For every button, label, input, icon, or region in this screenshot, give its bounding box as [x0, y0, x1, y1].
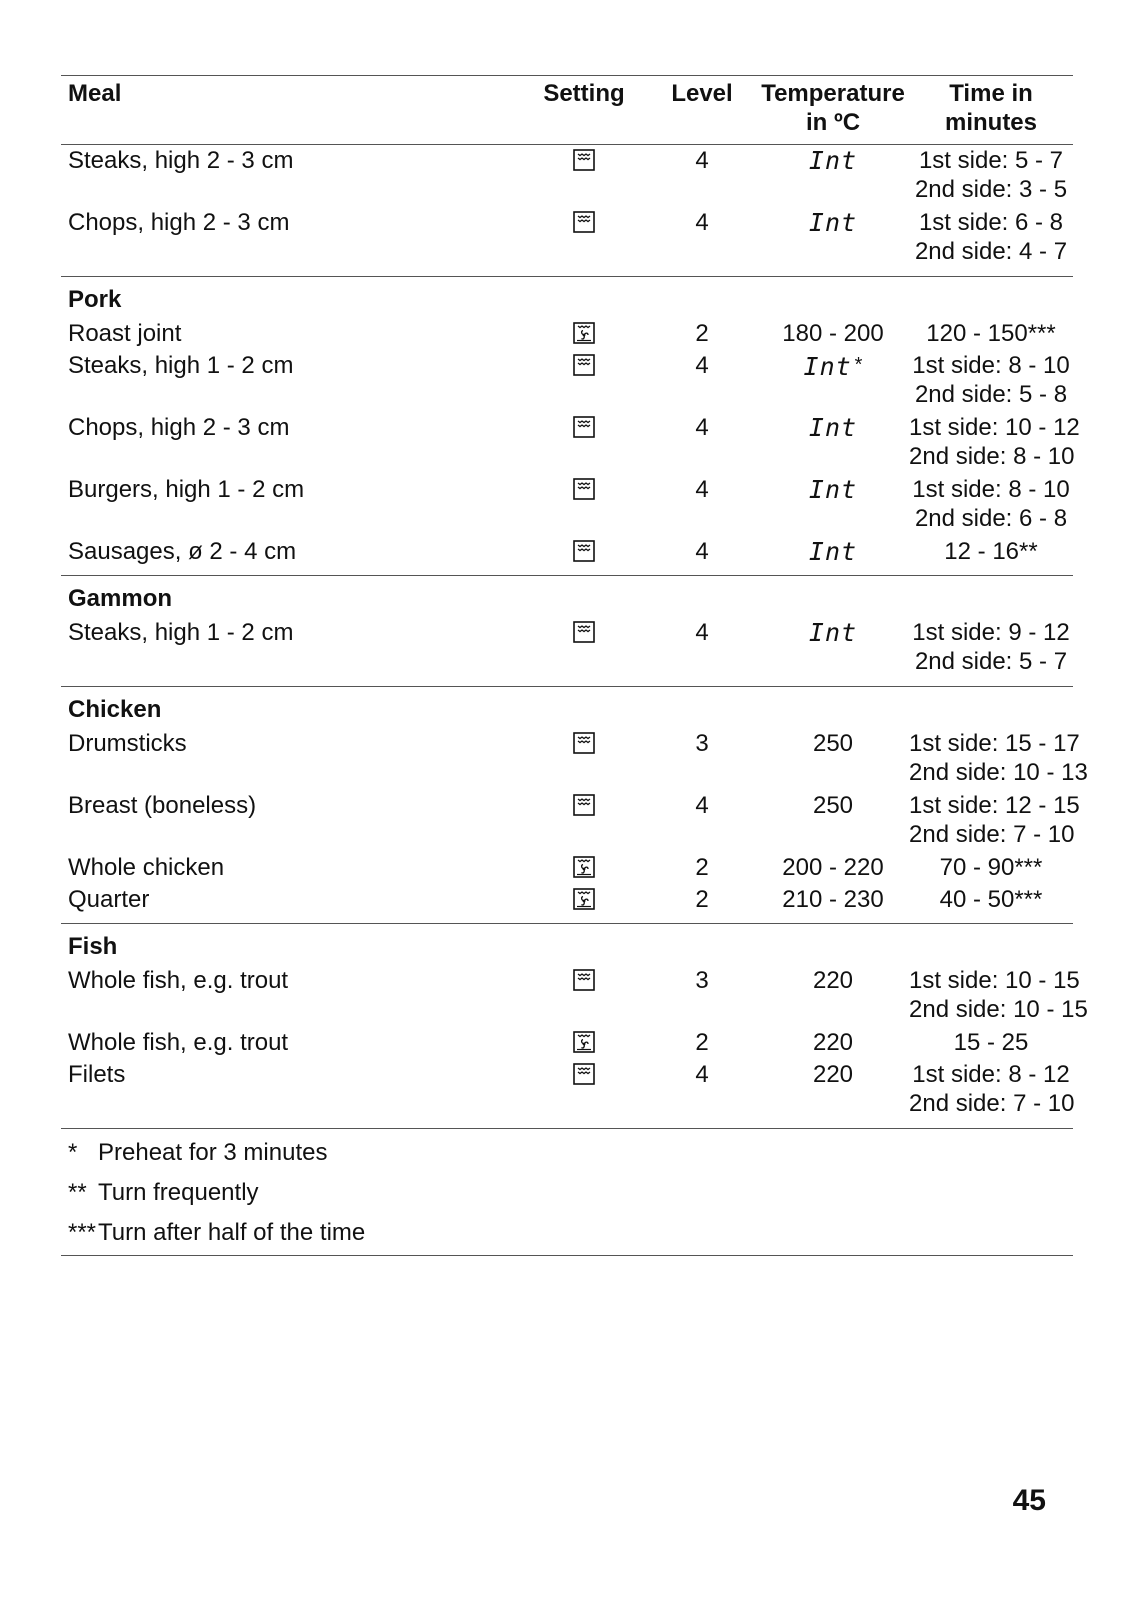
temperature-value: 220	[812, 967, 854, 994]
time-cell	[909, 729, 1088, 791]
temperature-cell	[757, 1028, 909, 1060]
time-line: 2nd side: 7 - 10	[909, 1090, 1075, 1117]
fan-grill-icon	[573, 320, 595, 347]
footnote-mark: **	[68, 1179, 87, 1206]
time-cell	[909, 885, 1073, 917]
footnote-mark: *	[68, 1139, 78, 1166]
setting-cell	[521, 351, 647, 413]
meal-cell: Drumsticks	[68, 730, 187, 757]
meal-cell: Whole chicken	[68, 854, 225, 881]
fan-grill-icon	[573, 854, 595, 881]
cooking-table	[61, 75, 1088, 1256]
temperature-cell	[757, 853, 909, 885]
time-cell	[909, 146, 1073, 208]
time-cell	[909, 1028, 1073, 1060]
temperature-cell	[757, 319, 909, 351]
level-cell: 4	[695, 619, 709, 646]
level-cell: 4	[695, 1061, 709, 1088]
time-line: 70 - 90***	[939, 854, 1043, 881]
setting-cell	[521, 146, 647, 208]
footnote	[68, 1173, 1073, 1213]
meal-cell: Burgers, high 1 - 2 cm	[68, 476, 305, 503]
time-cell	[909, 319, 1073, 351]
header-temperature-line1: Temperature	[761, 80, 905, 107]
table-section	[61, 687, 1088, 924]
time-cell	[909, 791, 1080, 853]
level-cell: 4	[695, 476, 709, 503]
footnote-text: Preheat for 3 minutes	[98, 1139, 328, 1166]
table-row	[61, 618, 1073, 680]
time-cell	[909, 1060, 1073, 1122]
section-title: Pork	[68, 286, 122, 313]
time-line: 2nd side: 5 - 8	[914, 381, 1068, 408]
footnote-text: Turn frequently	[98, 1179, 259, 1206]
level-cell: 4	[695, 792, 709, 819]
level-cell: 4	[695, 209, 709, 236]
temperature-cell	[757, 208, 909, 270]
temperature-value: 180 - 200	[782, 320, 884, 347]
temperature-cell	[757, 966, 909, 1028]
temperature-cell	[757, 1060, 909, 1122]
table-section	[61, 277, 1080, 576]
time-cell	[909, 351, 1073, 413]
int-display-glyph: Int	[808, 208, 858, 237]
grill-icon	[573, 967, 595, 994]
time-cell	[909, 537, 1073, 569]
setting-cell	[521, 1060, 647, 1122]
int-display-glyph: Int	[808, 146, 858, 175]
time-cell	[909, 853, 1073, 885]
setting-cell	[521, 413, 647, 475]
level-cell: 4	[695, 538, 709, 565]
level-cell: 2	[695, 886, 709, 913]
level-cell: 2	[695, 1029, 709, 1056]
level-cell: 4	[695, 352, 709, 379]
table-section	[61, 145, 1073, 277]
setting-cell	[521, 791, 647, 853]
section-title: Chicken	[68, 696, 162, 723]
footnote	[68, 1213, 1073, 1253]
grill-icon	[573, 792, 595, 819]
temperature-value: 250	[812, 792, 854, 819]
time-line: 2nd side: 3 - 5	[914, 176, 1068, 203]
grill-icon	[573, 476, 595, 503]
meal-cell: Steaks, high 1 - 2 cm	[68, 619, 294, 646]
grill-icon	[573, 538, 595, 565]
time-line: 1st side: 5 - 7	[918, 147, 1064, 174]
footnote	[68, 1133, 1073, 1173]
header-temperature	[757, 76, 909, 144]
level-cell: 3	[695, 730, 709, 757]
grill-icon	[573, 414, 595, 441]
time-line: 120 - 150***	[926, 320, 1056, 347]
meal-cell: Quarter	[68, 886, 150, 913]
header-level: Level	[671, 80, 733, 107]
level-cell: 2	[695, 854, 709, 881]
time-cell	[909, 208, 1073, 270]
meal-cell: Roast joint	[68, 320, 182, 347]
int-display-glyph: Int	[808, 537, 858, 566]
page-number: 45	[1012, 1484, 1046, 1517]
temperature-value: 210 - 230	[782, 886, 884, 913]
fan-grill-icon	[573, 886, 595, 913]
int-display-glyph: Int	[808, 475, 858, 504]
setting-cell	[521, 208, 647, 270]
time-line: 1st side: 8 - 10	[912, 476, 1070, 503]
meal-cell: Chops, high 2 - 3 cm	[68, 414, 290, 441]
table-row	[61, 537, 1073, 569]
int-display-glyph: Int	[808, 413, 858, 442]
time-line: 2nd side: 8 - 10	[909, 443, 1075, 470]
time-line: 15 - 25	[953, 1029, 1029, 1056]
temperature-value: 200 - 220	[782, 854, 884, 881]
meal-cell: Steaks, high 2 - 3 cm	[68, 147, 294, 174]
time-line: 1st side: 8 - 12	[912, 1061, 1070, 1088]
temperature-cell	[757, 413, 909, 475]
header-time	[909, 76, 1073, 144]
header-temperature-line2: in ºC	[805, 109, 861, 136]
setting-cell	[521, 1028, 647, 1060]
time-line: 1st side: 8 - 10	[912, 352, 1070, 379]
temperature-note: *	[854, 354, 863, 376]
temperature-cell	[757, 146, 909, 208]
time-line: 1st side: 10 - 15	[909, 967, 1080, 994]
temperature-cell	[757, 729, 909, 791]
table-row	[61, 966, 1088, 1028]
time-line: 40 - 50***	[939, 886, 1043, 913]
meal-cell: Filets	[68, 1061, 126, 1088]
table-header	[61, 75, 1073, 145]
footnotes	[61, 1129, 1073, 1256]
table-row	[61, 351, 1073, 413]
level-cell: 4	[695, 414, 709, 441]
table-row	[61, 885, 1073, 917]
time-line: 2nd side: 7 - 10	[909, 821, 1075, 848]
meal-cell: Breast (boneless)	[68, 792, 257, 819]
int-display-glyph: Int	[808, 618, 858, 647]
table-section	[61, 576, 1073, 687]
meal-cell: Chops, high 2 - 3 cm	[68, 209, 290, 236]
header-meal: Meal	[68, 80, 122, 107]
setting-cell	[521, 729, 647, 791]
header-setting: Setting	[543, 80, 625, 107]
setting-cell	[521, 537, 647, 569]
fan-grill-icon	[573, 1029, 595, 1056]
time-line: 1st side: 12 - 15	[909, 792, 1080, 819]
table-row	[61, 208, 1073, 270]
setting-cell	[521, 618, 647, 680]
temperature-cell	[757, 885, 909, 917]
temperature-cell	[757, 618, 909, 680]
table-row	[61, 475, 1073, 537]
meal-cell: Steaks, high 1 - 2 cm	[68, 352, 294, 379]
table-row	[61, 853, 1073, 885]
table-row	[61, 146, 1073, 208]
meal-cell: Whole fish, e.g. trout	[68, 1029, 289, 1056]
grill-icon	[573, 209, 595, 236]
table-body	[61, 145, 1088, 1129]
temperature-value: 220	[812, 1061, 854, 1088]
table-row	[61, 319, 1073, 351]
grill-icon	[573, 619, 595, 646]
time-line: 2nd side: 5 - 7	[914, 648, 1068, 675]
meal-cell: Whole fish, e.g. trout	[68, 967, 289, 994]
footnote-mark: ***	[68, 1219, 97, 1246]
temperature-value: 220	[812, 1029, 854, 1056]
time-cell	[909, 413, 1080, 475]
table-row	[61, 413, 1080, 475]
setting-cell	[521, 853, 647, 885]
time-line: 2nd side: 6 - 8	[914, 505, 1068, 532]
level-cell: 4	[695, 147, 709, 174]
footnote-text: Turn after half of the time	[98, 1219, 366, 1246]
table-row	[61, 1060, 1073, 1122]
temperature-cell	[757, 475, 909, 537]
time-cell	[909, 475, 1073, 537]
time-line: 2nd side: 10 - 15	[909, 996, 1088, 1023]
setting-cell	[521, 475, 647, 537]
time-line: 1st side: 10 - 12	[909, 414, 1080, 441]
section-title: Gammon	[68, 585, 173, 612]
time-cell	[909, 618, 1073, 680]
temperature-value: 250	[812, 730, 854, 757]
time-line: 1st side: 9 - 12	[912, 619, 1070, 646]
temperature-cell	[757, 791, 909, 853]
time-line: 1st side: 15 - 17	[909, 730, 1080, 757]
section-title: Fish	[68, 933, 118, 960]
time-cell	[909, 966, 1088, 1028]
time-line: 2nd side: 10 - 13	[909, 759, 1088, 786]
temperature-cell	[757, 537, 909, 569]
time-line: 12 - 16**	[944, 538, 1038, 565]
temperature-cell	[757, 351, 909, 413]
level-cell: 3	[695, 967, 709, 994]
table-row	[61, 729, 1088, 791]
grill-icon	[573, 1061, 595, 1088]
grill-icon	[573, 730, 595, 757]
header-time-line1: Time in	[949, 80, 1033, 107]
setting-cell	[521, 885, 647, 917]
setting-cell	[521, 319, 647, 351]
int-display-glyph: Int	[803, 352, 852, 381]
setting-cell	[521, 966, 647, 1028]
level-cell: 2	[695, 320, 709, 347]
table-row	[61, 1028, 1073, 1060]
time-line: 2nd side: 4 - 7	[914, 238, 1068, 265]
table-section	[61, 924, 1088, 1129]
header-time-line2: minutes	[944, 109, 1037, 136]
grill-icon	[573, 147, 595, 174]
meal-cell: Sausages, ø 2 - 4 cm	[68, 538, 297, 565]
grill-icon	[573, 352, 595, 379]
time-line: 1st side: 6 - 8	[918, 209, 1064, 236]
table-row	[61, 791, 1080, 853]
